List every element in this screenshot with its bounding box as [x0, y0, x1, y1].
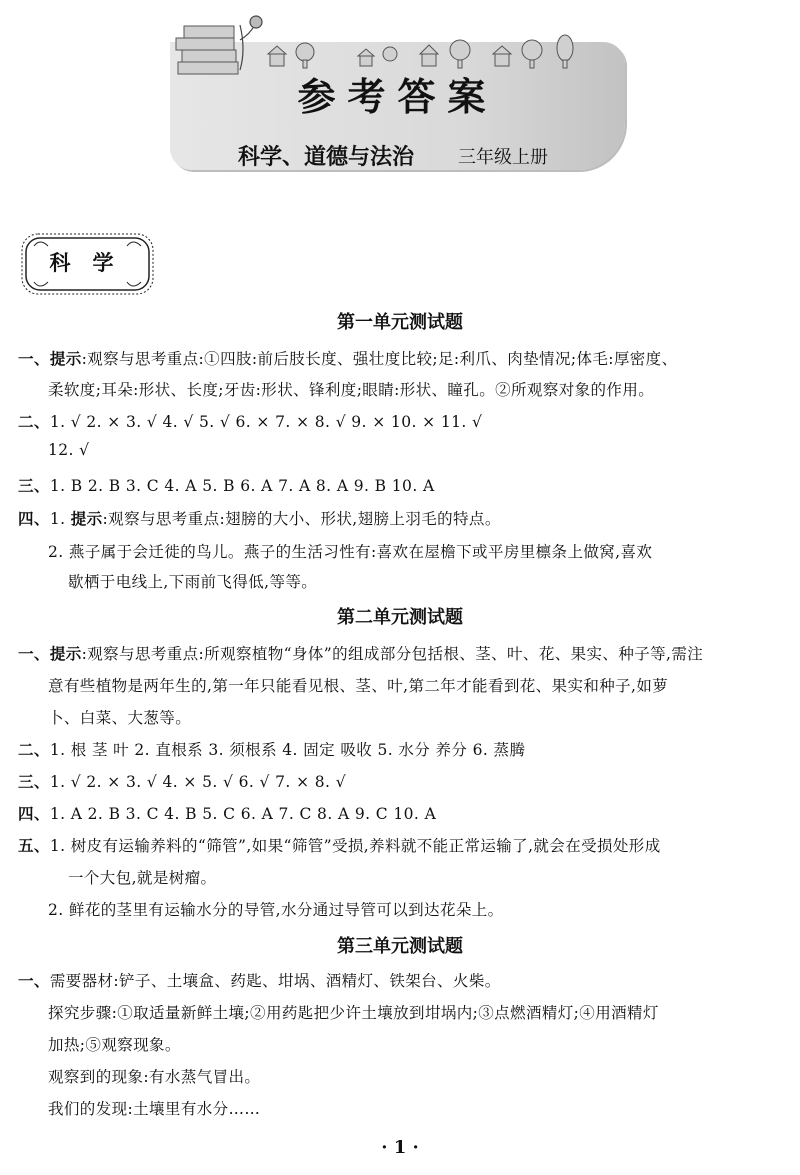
subject-title: 科学、道德与法治 [238, 145, 415, 170]
answer-line: 一、提示:观察与思考重点:①四肢:前后肢长度、强壮度比较;足:利爪、肉垫情况;体毛:厚密度、 [18, 350, 678, 368]
unit-title: 第一单元测试题 [337, 312, 463, 333]
answer-line: 五、1. 树皮有运输养料的“筛管”,如果“筛管”受损,养料就不能正常运输了,就会在受损处形成 [18, 837, 661, 855]
page-title: 参考答案 [297, 75, 498, 119]
answer-line: 二、1. √ 2. × 3. √ 4. √ 5. √ 6. × 7. × 8. √ 9. × 10. × 11. √ [18, 413, 483, 431]
answer-line: 柔软度;耳朵:形状、长度;牙齿:形状、锋利度;眼睛:形状、瞳孔。②所观察对象的作用。 [48, 381, 655, 399]
page-number: · 1 · [381, 1137, 419, 1158]
answer-line: 一、需要器材:铲子、土壤盒、药匙、坩埚、酒精灯、铁架台、火柴。 [18, 972, 501, 990]
answer-line: 四、1. A 2. B 3. C 4. B 5. C 6. A 7. C 8. A 9. C 10. A [18, 805, 437, 823]
section-label: 科学 [49, 251, 136, 275]
answer-line: 四、1. 提示:观察与思考重点:翅膀的大小、形状,翅膀上羽毛的特点。 [18, 510, 501, 528]
answer-line: 加热;⑤观察现象。 [48, 1036, 181, 1054]
answer-line: 探究步骤:①取适量新鲜土壤;②用药匙把少许土壤放到坩埚内;③点燃酒精灯;④用酒精灯 [48, 1004, 659, 1022]
answer-line: 一、提示:观察与思考重点:所观察植物“身体”的组成部分包括根、茎、叶、花、果实、种子等,需注 [18, 645, 704, 663]
answer-line: 2. 燕子属于会迁徙的鸟儿。燕子的生活习性有:喜欢在屋檐下或平房里檩条上做窝,喜欢 [48, 543, 653, 561]
answer-line: 二、1. 根 茎 叶 2. 直根系 3. 须根系 4. 固定 吸收 5. 水分 养分 6. 蒸腾 [18, 741, 526, 759]
grade-label: 三年级上册 [458, 147, 548, 168]
answer-line: 观察到的现象:有水蒸气冒出。 [48, 1068, 261, 1086]
answer-line: 12. √ [48, 441, 90, 459]
unit-title: 第二单元测试题 [337, 607, 463, 628]
answer-line: 卜、白菜、大葱等。 [48, 709, 192, 727]
answer-line: 歇栖于电线上,下雨前飞得低,等等。 [68, 573, 318, 591]
answer-line: 三、1. √ 2. × 3. √ 4. × 5. √ 6. √ 7. × 8. √ [18, 773, 346, 791]
answer-line: 2. 鲜花的茎里有运输水分的导管,水分通过导管可以到达花朵上。 [48, 901, 504, 919]
answer-line: 三、1. B 2. B 3. C 4. A 5. B 6. A 7. A 8. A 9. B 10. A [18, 477, 435, 495]
answer-line: 我们的发现:土壤里有水分…… [48, 1100, 261, 1118]
unit-title: 第三单元测试题 [337, 936, 463, 957]
answer-line: 意有些植物是两年生的,第一年只能看见根、茎、叶,第二年才能看到花、果实和种子,如萝 [48, 677, 669, 695]
answer-line: 一个大包,就是树瘤。 [68, 869, 217, 887]
